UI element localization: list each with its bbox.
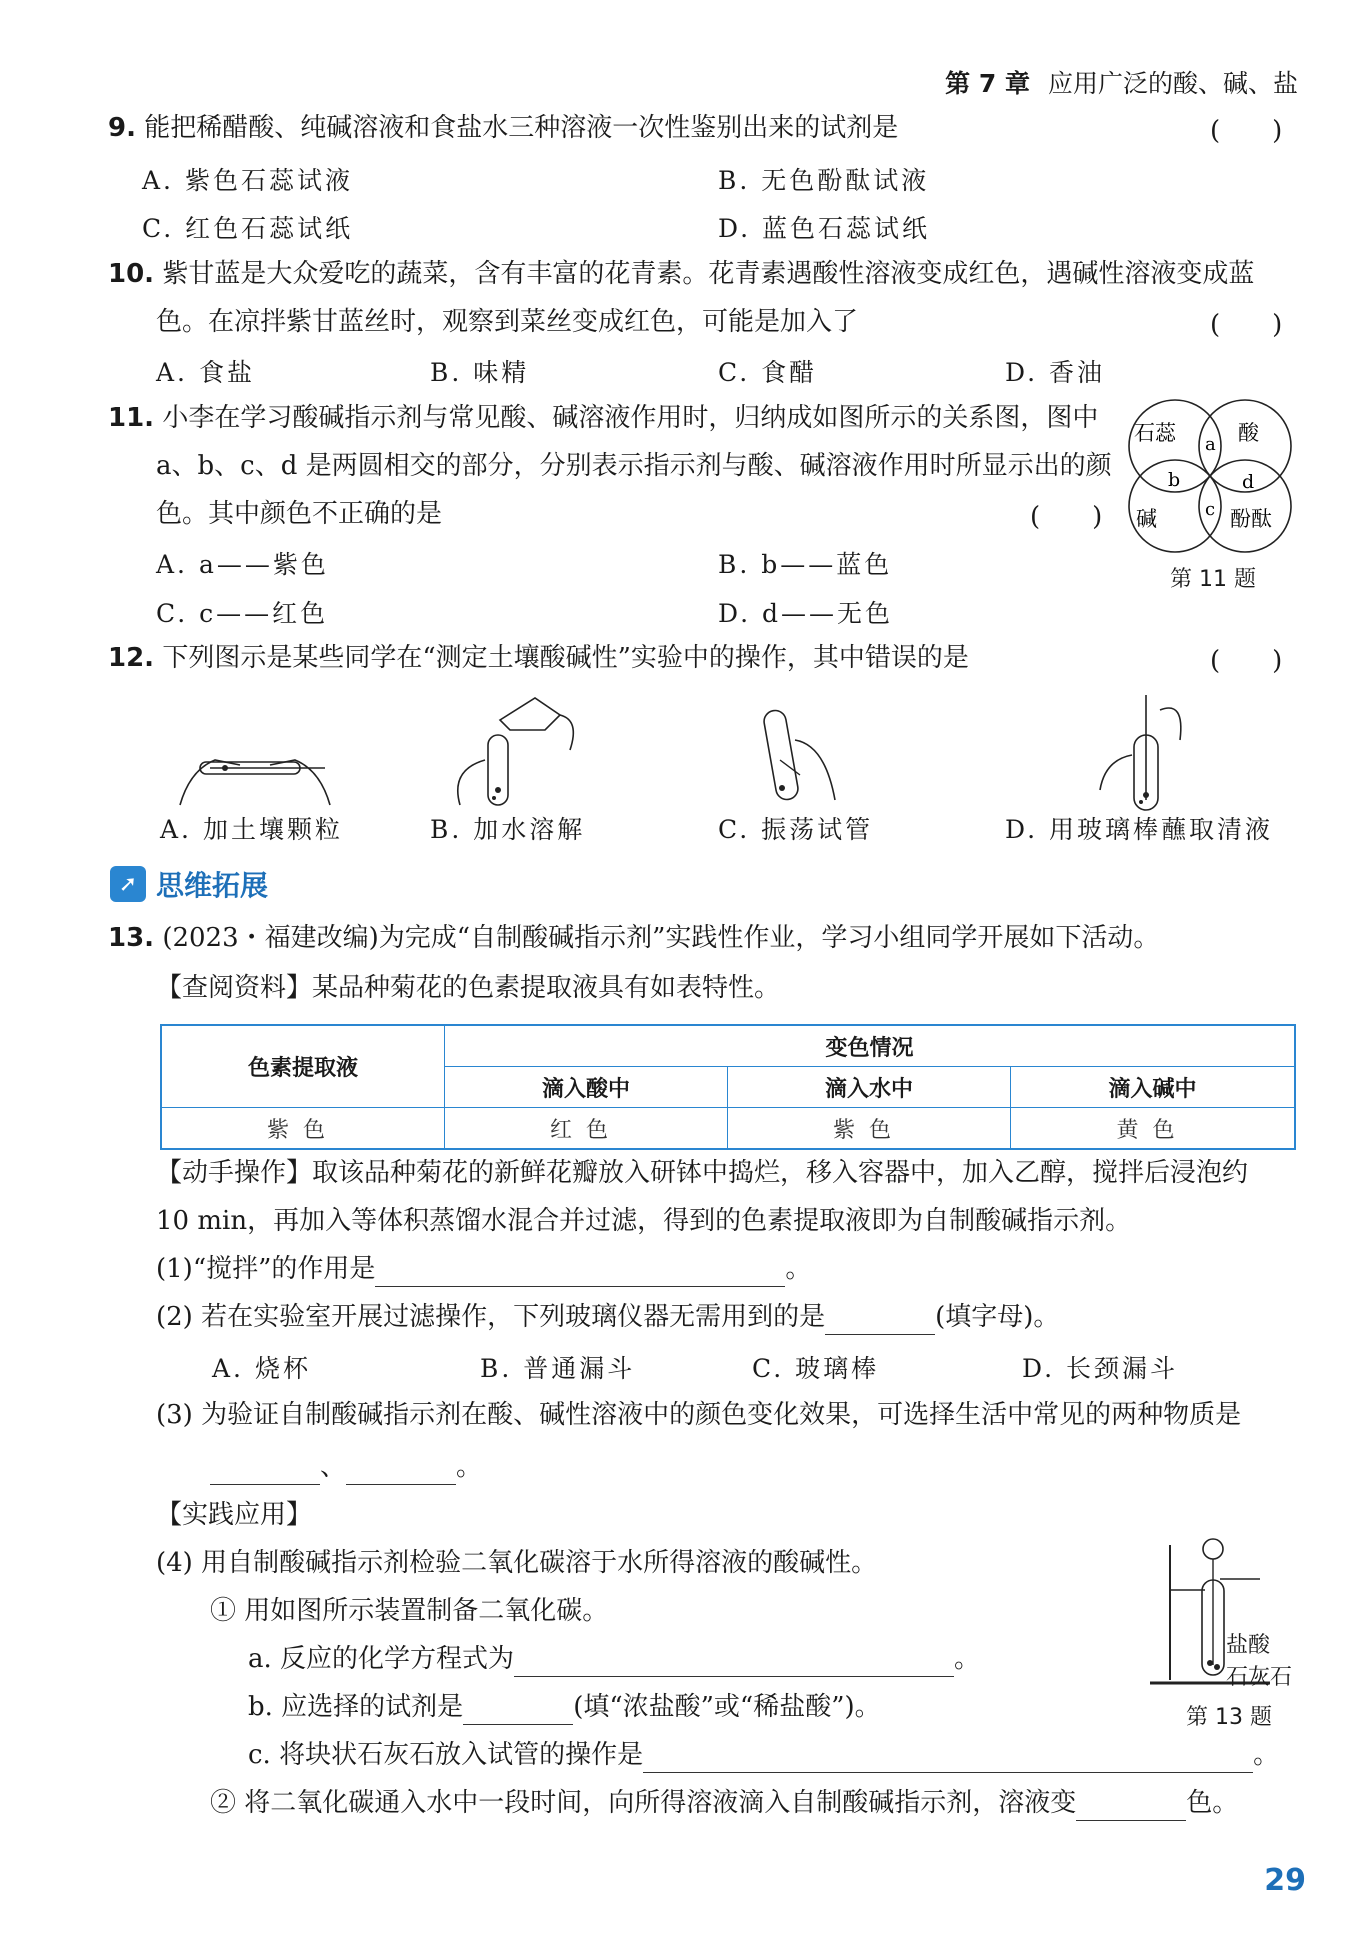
q13-part-4-1: ① 用如图所示装置制备二氧化碳。 xyxy=(210,1596,609,1626)
q13-part-2-text: (2) 若在实验室开展过滤操作，下列玻璃仪器无需用到的是 xyxy=(156,1302,826,1332)
page-number: 29 xyxy=(1264,1863,1306,1898)
q13-part-4-c-end: 。 xyxy=(1253,1740,1280,1770)
q10-number: 10. xyxy=(108,259,155,289)
q13-reference-material: 【查阅资料】某品种菊花的色素提取液具有如表特性。 xyxy=(156,973,781,1003)
q9-answer-paren: ( ) xyxy=(1210,116,1283,146)
q13-part-2-option-d: D. 长颈漏斗 xyxy=(1022,1354,1179,1383)
q13-part-3-blank-1[interactable] xyxy=(210,1454,320,1485)
q13-number: 13. xyxy=(108,923,155,953)
label-litmus: 石蕊 xyxy=(1134,421,1176,445)
label-base: 碱 xyxy=(1136,507,1157,531)
table-cell-extract-color: 紫色 xyxy=(161,1108,445,1150)
table-cell-acid-color: 红色 xyxy=(445,1108,728,1150)
q13-part-4-a-end: 。 xyxy=(954,1644,981,1674)
q10-option-a: A. 食盐 xyxy=(156,358,255,387)
figure-shaking-tube xyxy=(740,700,860,815)
q13-figure-caption: 第 13 题 xyxy=(1186,1705,1272,1730)
q9-option-d: D. 蓝色石蕊试纸 xyxy=(718,214,931,243)
q13-part-2-end: (填字母)。 xyxy=(935,1302,1060,1332)
q12-answer-paren: ( ) xyxy=(1210,646,1283,676)
figure-adding-water xyxy=(440,690,590,815)
q13-part-4-2-text: ② 将二氧化碳通入水中一段时间，向所得溶液滴入自制酸碱指示剂，溶液变 xyxy=(210,1788,1077,1818)
q13-part-2-option-a: A. 烧杯 xyxy=(212,1354,311,1383)
q13-part-2-blank[interactable] xyxy=(825,1304,935,1335)
q13-part-4-2-end: 色。 xyxy=(1186,1788,1239,1818)
q11-stem-2: a、b、c、d 是两圆相交的部分，分别表示指示剂与酸、碱溶液作用时所显示出的颜 xyxy=(156,451,1112,481)
q13-part-1-blank[interactable] xyxy=(375,1256,785,1287)
q13-part-4-c-text: c. 将块状石灰石放入试管的操作是 xyxy=(248,1740,644,1770)
q11-relation-diagram xyxy=(1120,398,1300,558)
table-cell-base-color: 黄色 xyxy=(1010,1108,1295,1150)
q13-part-2-option-b: B. 普通漏斗 xyxy=(480,1354,636,1383)
q13-part-3-blanks xyxy=(210,1449,482,1485)
q12-option-a: A. 加土壤颗粒 xyxy=(160,815,343,844)
pigment-properties-table xyxy=(160,1024,1296,1150)
q13-part-3-separator: 、 xyxy=(320,1452,347,1482)
q9-option-a: A. 紫色石蕊试液 xyxy=(142,166,353,195)
section-heading xyxy=(110,864,268,904)
q13-practice-heading: 【实践应用】 xyxy=(156,1500,313,1530)
table-cell-water-color: 紫色 xyxy=(727,1108,1010,1150)
q10-option-d: D. 香油 xyxy=(1005,358,1106,387)
figure-glass-rod-dipping xyxy=(1090,690,1210,815)
table-header-in-base: 滴入碱中 xyxy=(1010,1067,1295,1108)
q10-stem-2: 色。在凉拌紫甘蓝丝时，观察到菜丝变成红色，可能是加入了 xyxy=(156,307,859,337)
q9-option-c: C. 红色石蕊试纸 xyxy=(142,214,354,243)
q13-part-4-b xyxy=(248,1689,881,1725)
q12-option-d: D. 用玻璃棒蘸取清液 xyxy=(1005,815,1274,844)
q11-stem-1 xyxy=(108,400,1098,436)
q13-part-4: (4) 用自制酸碱指示剂检验二氧化碳溶于水所得溶液的酸碱性。 xyxy=(156,1548,878,1578)
q10-stem-1 xyxy=(108,256,1254,292)
q13-part-4-a-text: a. 反应的化学方程式为 xyxy=(248,1644,515,1674)
q11-option-d: D. d——无色 xyxy=(718,599,894,628)
rocket-icon: ➚ xyxy=(110,866,146,902)
q9-number: 9. xyxy=(108,113,136,143)
q13-part-4-b-blank[interactable] xyxy=(463,1694,573,1725)
page-header xyxy=(945,64,1298,100)
q12-option-b: B. 加水溶解 xyxy=(430,815,586,844)
q13-part-4-2 xyxy=(210,1785,1238,1821)
q13-part-4-2-blank[interactable] xyxy=(1076,1790,1186,1821)
q10-option-b: B. 味精 xyxy=(430,358,530,387)
label-phenolphthalein: 酚酞 xyxy=(1230,507,1272,531)
q13-part-1-end: 。 xyxy=(785,1254,812,1284)
q11-figure-caption: 第 11 题 xyxy=(1170,567,1256,592)
q13-stem xyxy=(108,920,1159,956)
table-header-extract: 色素提取液 xyxy=(161,1025,445,1108)
q12-text: 下列图示是某些同学在“测定土壤酸碱性”实验中的操作，其中错误的是 xyxy=(162,643,969,673)
section-heading-text: 思维拓展 xyxy=(156,869,269,902)
q13-part-2-option-c: C. 玻璃棒 xyxy=(752,1354,880,1383)
q11-stem-3: 色。其中颜色不正确的是 xyxy=(156,499,443,529)
q13-part-4-c-blank[interactable] xyxy=(643,1742,1253,1773)
q12-number: 12. xyxy=(108,643,155,673)
table-header-in-acid: 滴入酸中 xyxy=(445,1067,728,1108)
label-b: b xyxy=(1168,469,1181,491)
label-c: c xyxy=(1205,499,1216,520)
label-hydrochloric-acid: 盐酸 xyxy=(1226,1633,1271,1658)
label-a: a xyxy=(1205,434,1216,455)
chapter-title: 应用广泛的酸、碱、盐 xyxy=(1047,69,1298,98)
chapter-number: 第 7 章 xyxy=(945,69,1030,98)
q11-option-b: B. b——蓝色 xyxy=(718,550,893,579)
label-limestone: 石灰石 xyxy=(1226,1665,1293,1690)
q12-stem xyxy=(108,640,969,676)
q13-part-4-a-blank[interactable] xyxy=(514,1646,954,1677)
q13-procedure-1: 【动手操作】取该品种菊花的新鲜花瓣放入研钵中捣烂，移入容器中，加入乙醇，搅拌后浸泡约 xyxy=(156,1158,1249,1188)
q13-part-2 xyxy=(156,1299,1059,1335)
q11-text-1: 小李在学习酸碱指示剂与常见酸、碱溶液作用时，归纳成如图所示的关系图，图中 xyxy=(162,403,1099,433)
q13-part-4-c xyxy=(248,1737,1279,1773)
q13-part-4-a xyxy=(248,1641,980,1677)
q13-part-4-b-text: b. 应选择的试剂是 xyxy=(248,1692,464,1722)
q10-text-1: 紫甘蓝是大众爱吃的蔬菜，含有丰富的花青素。花青素遇酸性溶液变成红色，遇碱性溶液变成蓝 xyxy=(162,259,1255,289)
table-header-color-change: 变色情况 xyxy=(445,1025,1296,1067)
table-header-in-water: 滴入水中 xyxy=(727,1067,1010,1108)
q11-option-a: A. a——紫色 xyxy=(156,550,329,579)
q9-option-b: B. 无色酚酞试液 xyxy=(718,166,930,195)
q13-text: (2023・福建改编)为完成“自制酸碱指示剂”实践性作业，学习小组同学开展如下活动。 xyxy=(162,923,1160,953)
label-acid: 酸 xyxy=(1238,421,1259,445)
q13-part-3-blank-2[interactable] xyxy=(346,1454,456,1485)
q11-number: 11. xyxy=(108,403,155,433)
q13-part-3-end: 。 xyxy=(456,1452,483,1482)
q13-part-1-text: (1)“搅拌”的作用是 xyxy=(156,1254,376,1284)
q10-option-c: C. 食醋 xyxy=(718,358,818,387)
figure-adding-soil xyxy=(170,720,340,815)
q9-text: 能把稀醋酸、纯碱溶液和食盐水三种溶液一次性鉴别出来的试剂是 xyxy=(144,113,899,143)
q13-part-3: (3) 为验证自制酸碱指示剂在酸、碱性溶液中的颜色变化效果，可选择生活中常见的两种物质是 xyxy=(156,1400,1242,1430)
q13-part-4-b-end: (填“浓盐酸”或“稀盐酸”)。 xyxy=(573,1692,881,1722)
q13-part-1 xyxy=(156,1251,811,1287)
q11-answer-paren: ( ) xyxy=(1030,502,1103,532)
label-d: d xyxy=(1242,471,1255,493)
q13-procedure-2: 10 min，再加入等体积蒸馏水混合并过滤，得到的色素提取液即为自制酸碱指示剂。 xyxy=(156,1206,1132,1236)
q9-stem xyxy=(108,110,898,146)
q12-option-c: C. 振荡试管 xyxy=(718,815,874,844)
q11-option-c: C. c——红色 xyxy=(156,599,329,628)
q10-answer-paren: ( ) xyxy=(1210,310,1283,340)
